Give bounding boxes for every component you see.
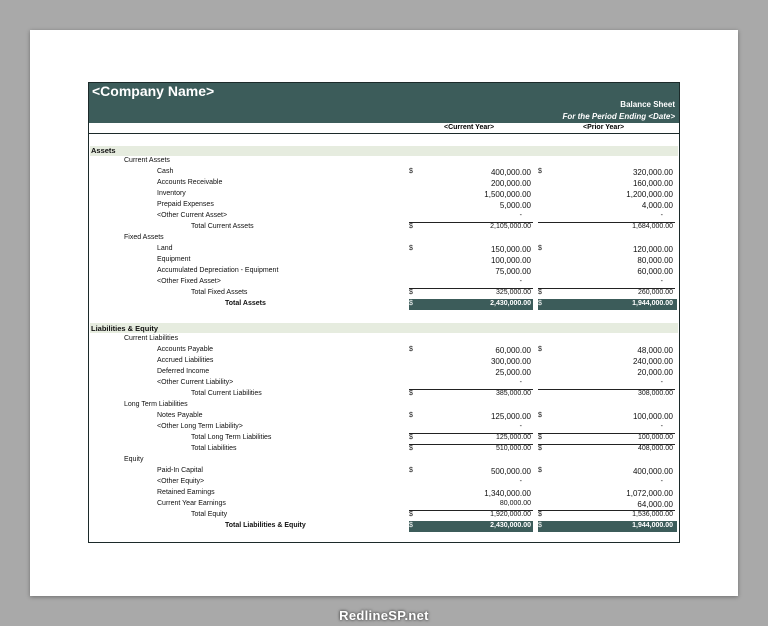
dollar-sign: $: [538, 412, 542, 419]
row-label: Total Fixed Assets: [191, 289, 248, 296]
row-label: Deferred Income: [157, 368, 210, 375]
current-value: 325,000.00: [495, 289, 531, 296]
current-value: 2,105,000.00: [490, 223, 531, 230]
dollar-sign: $: [409, 511, 413, 518]
table-row: [89, 422, 679, 433]
dollar-sign: $: [409, 467, 413, 474]
row-label: Total Equity: [191, 511, 228, 518]
dollar-sign: $: [538, 300, 542, 307]
prior-value: 1,072,000.00: [626, 489, 673, 498]
row-label: Cash: [157, 168, 174, 175]
liabilities-heading-row: [89, 323, 679, 334]
prior-value: 160,000.00: [632, 179, 673, 188]
current-value: 1,500,000.00: [484, 190, 531, 199]
table-row: [89, 488, 679, 499]
current-value: 80,000.00: [499, 500, 531, 507]
table-row: [89, 345, 679, 356]
dollar-sign: $: [538, 522, 542, 529]
current-value: 125,000.00: [490, 412, 531, 421]
table-row: [89, 255, 679, 266]
current-value: 5,000.00: [499, 201, 531, 210]
assets-heading-row: [89, 145, 679, 156]
dollar-sign: $: [409, 445, 413, 452]
current-value: 510,000.00: [495, 445, 531, 452]
current-year-header: <Current Year>: [444, 124, 495, 131]
row-label: Total Liabilities: [191, 445, 237, 452]
current-value: 1,340,000.00: [484, 489, 531, 498]
prior-value: 4,000.00: [641, 201, 673, 210]
prior-value: 1,536,000.00: [632, 511, 673, 518]
row-label: Inventory: [157, 190, 186, 197]
row-label: <Other Long Term Liability>: [157, 423, 243, 430]
current-value: 500,000.00: [490, 467, 531, 476]
current-value: 300,000.00: [490, 357, 531, 366]
prior-value: -: [660, 379, 663, 386]
row-label: Current Year Earnings: [157, 500, 226, 507]
prior-value: 60,000.00: [637, 267, 673, 276]
row-label: Accrued Liabilities: [157, 357, 214, 364]
dollar-sign: $: [538, 289, 542, 296]
column-headers: [89, 123, 679, 134]
table-row: [89, 367, 679, 378]
current-value: -: [519, 478, 522, 485]
prior-value: 240,000.00: [632, 357, 673, 366]
row-label: Retained Earnings: [157, 489, 215, 496]
row-label: Total Assets: [225, 300, 266, 307]
dollar-sign: $: [538, 511, 542, 518]
prior-value: 1,944,000.00: [632, 522, 673, 529]
balance-sheet: [88, 82, 680, 543]
dollar-sign: $: [538, 434, 542, 441]
table-row: [89, 211, 679, 222]
dollar-sign: $: [409, 412, 413, 419]
dollar-sign: $: [538, 245, 542, 252]
table-row: [89, 200, 679, 211]
prior-value: 120,000.00: [632, 245, 673, 254]
prior-value: 1,944,000.00: [632, 300, 673, 307]
table-row: [89, 178, 679, 189]
row-label: <Other Fixed Asset>: [157, 278, 221, 285]
dollar-sign: $: [409, 223, 413, 230]
prior-value: 400,000.00: [632, 467, 673, 476]
long-term-liabilities-row: [89, 400, 679, 411]
table-row: [89, 266, 679, 277]
current-value: -: [519, 423, 522, 430]
prior-value: 260,000.00: [637, 289, 673, 296]
dollar-sign: $: [409, 390, 413, 397]
current-value: 385,000.00: [495, 390, 531, 397]
dollar-sign: $: [409, 289, 413, 296]
equity-row: [89, 455, 679, 466]
current-value: 150,000.00: [490, 245, 531, 254]
current-value: 200,000.00: [490, 179, 531, 188]
prior-value: -: [660, 212, 663, 219]
current-value: -: [519, 212, 522, 219]
row-label: Accumulated Depreciation - Equipment: [157, 267, 279, 274]
current-value: 25,000.00: [495, 368, 531, 377]
prior-value: -: [660, 423, 663, 430]
liabilities-heading: Liabilities & Equity: [91, 324, 159, 333]
row-label: Total Current Assets: [191, 223, 254, 230]
current-value: 125,000.00: [495, 434, 531, 441]
table-row: [89, 189, 679, 200]
dollar-sign: $: [409, 168, 413, 175]
dollar-sign: $: [409, 434, 413, 441]
prior-value: 1,684,000.00: [632, 223, 673, 230]
prior-value: 408,000.00: [637, 445, 673, 452]
prior-value: 20,000.00: [637, 368, 673, 377]
current-liabilities-heading: Current Liabilities: [124, 335, 179, 342]
row-label: Equipment: [157, 256, 191, 263]
row-label: Accounts Payable: [157, 346, 214, 353]
dollar-sign: $: [409, 245, 413, 252]
period-label: For the Period Ending <Date>: [562, 112, 675, 121]
prior-value: 100,000.00: [637, 434, 673, 441]
current-value: 2,430,000.00: [490, 522, 531, 529]
row-label: <Other Equity>: [157, 478, 205, 485]
prior-value: 48,000.00: [637, 346, 673, 355]
dollar-sign: $: [538, 168, 542, 175]
row-label: <Other Current Liability>: [157, 379, 234, 386]
total-liabilities-equity-row: [89, 521, 679, 532]
dollar-sign: $: [538, 346, 542, 353]
table-row: [89, 356, 679, 367]
table-row: [89, 378, 679, 389]
current-value: -: [519, 379, 522, 386]
row-label: Notes Payable: [157, 412, 203, 419]
row-label: Total Current Liabilities: [191, 390, 262, 397]
current-value: -: [519, 278, 522, 285]
prior-value: -: [660, 278, 663, 285]
assets-heading: Assets: [91, 146, 116, 155]
current-value: 60,000.00: [495, 346, 531, 355]
subtotal-row: [89, 510, 679, 521]
sheet-header: [89, 83, 679, 123]
current-assets-row: [89, 156, 679, 167]
current-liabilities-row: [89, 334, 679, 345]
dollar-sign: $: [409, 522, 413, 529]
row-label: Total Long Term Liabilities: [191, 434, 272, 441]
prior-value: 64,000.00: [637, 500, 673, 509]
fixed-assets-heading: Fixed Assets: [124, 234, 164, 241]
row-label: Land: [157, 245, 173, 252]
subtotal-row: [89, 222, 679, 233]
current-value: 75,000.00: [495, 267, 531, 276]
prior-value: 308,000.00: [637, 390, 673, 397]
total-liabilities-row: [89, 444, 679, 455]
table-row: [89, 466, 679, 477]
table-row: [89, 411, 679, 422]
current-value: 1,920,000.00: [490, 511, 531, 518]
subtotal-row: [89, 288, 679, 299]
prior-value: 100,000.00: [632, 412, 673, 421]
current-value: 400,000.00: [490, 168, 531, 177]
current-value: 2,430,000.00: [490, 300, 531, 307]
long-term-liabilities-heading: Long Term Liabilities: [124, 401, 188, 408]
table-row: [89, 167, 679, 178]
row-label: Prepaid Expenses: [157, 201, 214, 208]
table-row: [89, 244, 679, 255]
row-label: Total Liabilities & Equity: [225, 522, 306, 529]
dollar-sign: $: [409, 300, 413, 307]
subtotal-row: [89, 389, 679, 400]
company-name: <Company Name>: [92, 83, 215, 99]
prior-value: 1,200,000.00: [626, 190, 673, 199]
dollar-sign: $: [409, 346, 413, 353]
dollar-sign: $: [538, 467, 542, 474]
table-row: [89, 499, 679, 510]
table-row: [89, 277, 679, 288]
current-value: 100,000.00: [490, 256, 531, 265]
prior-value: 80,000.00: [637, 256, 673, 265]
prior-value: -: [660, 478, 663, 485]
current-assets-heading: Current Assets: [124, 157, 170, 164]
dollar-sign: $: [538, 445, 542, 452]
subtotal-row: [89, 433, 679, 444]
table-row: [89, 477, 679, 488]
equity-heading: Equity: [124, 456, 144, 463]
sheet-title: Balance Sheet: [620, 100, 675, 109]
fixed-assets-row: [89, 233, 679, 244]
prior-year-header: <Prior Year>: [583, 124, 625, 131]
row-label: <Other Current Asset>: [157, 212, 228, 219]
row-label: Accounts Receivable: [157, 179, 223, 186]
watermark: RedlineSP.net: [339, 608, 429, 623]
total-assets-row: [89, 299, 679, 310]
prior-value: 320,000.00: [632, 168, 673, 177]
row-label: Paid-In Capital: [157, 467, 203, 474]
